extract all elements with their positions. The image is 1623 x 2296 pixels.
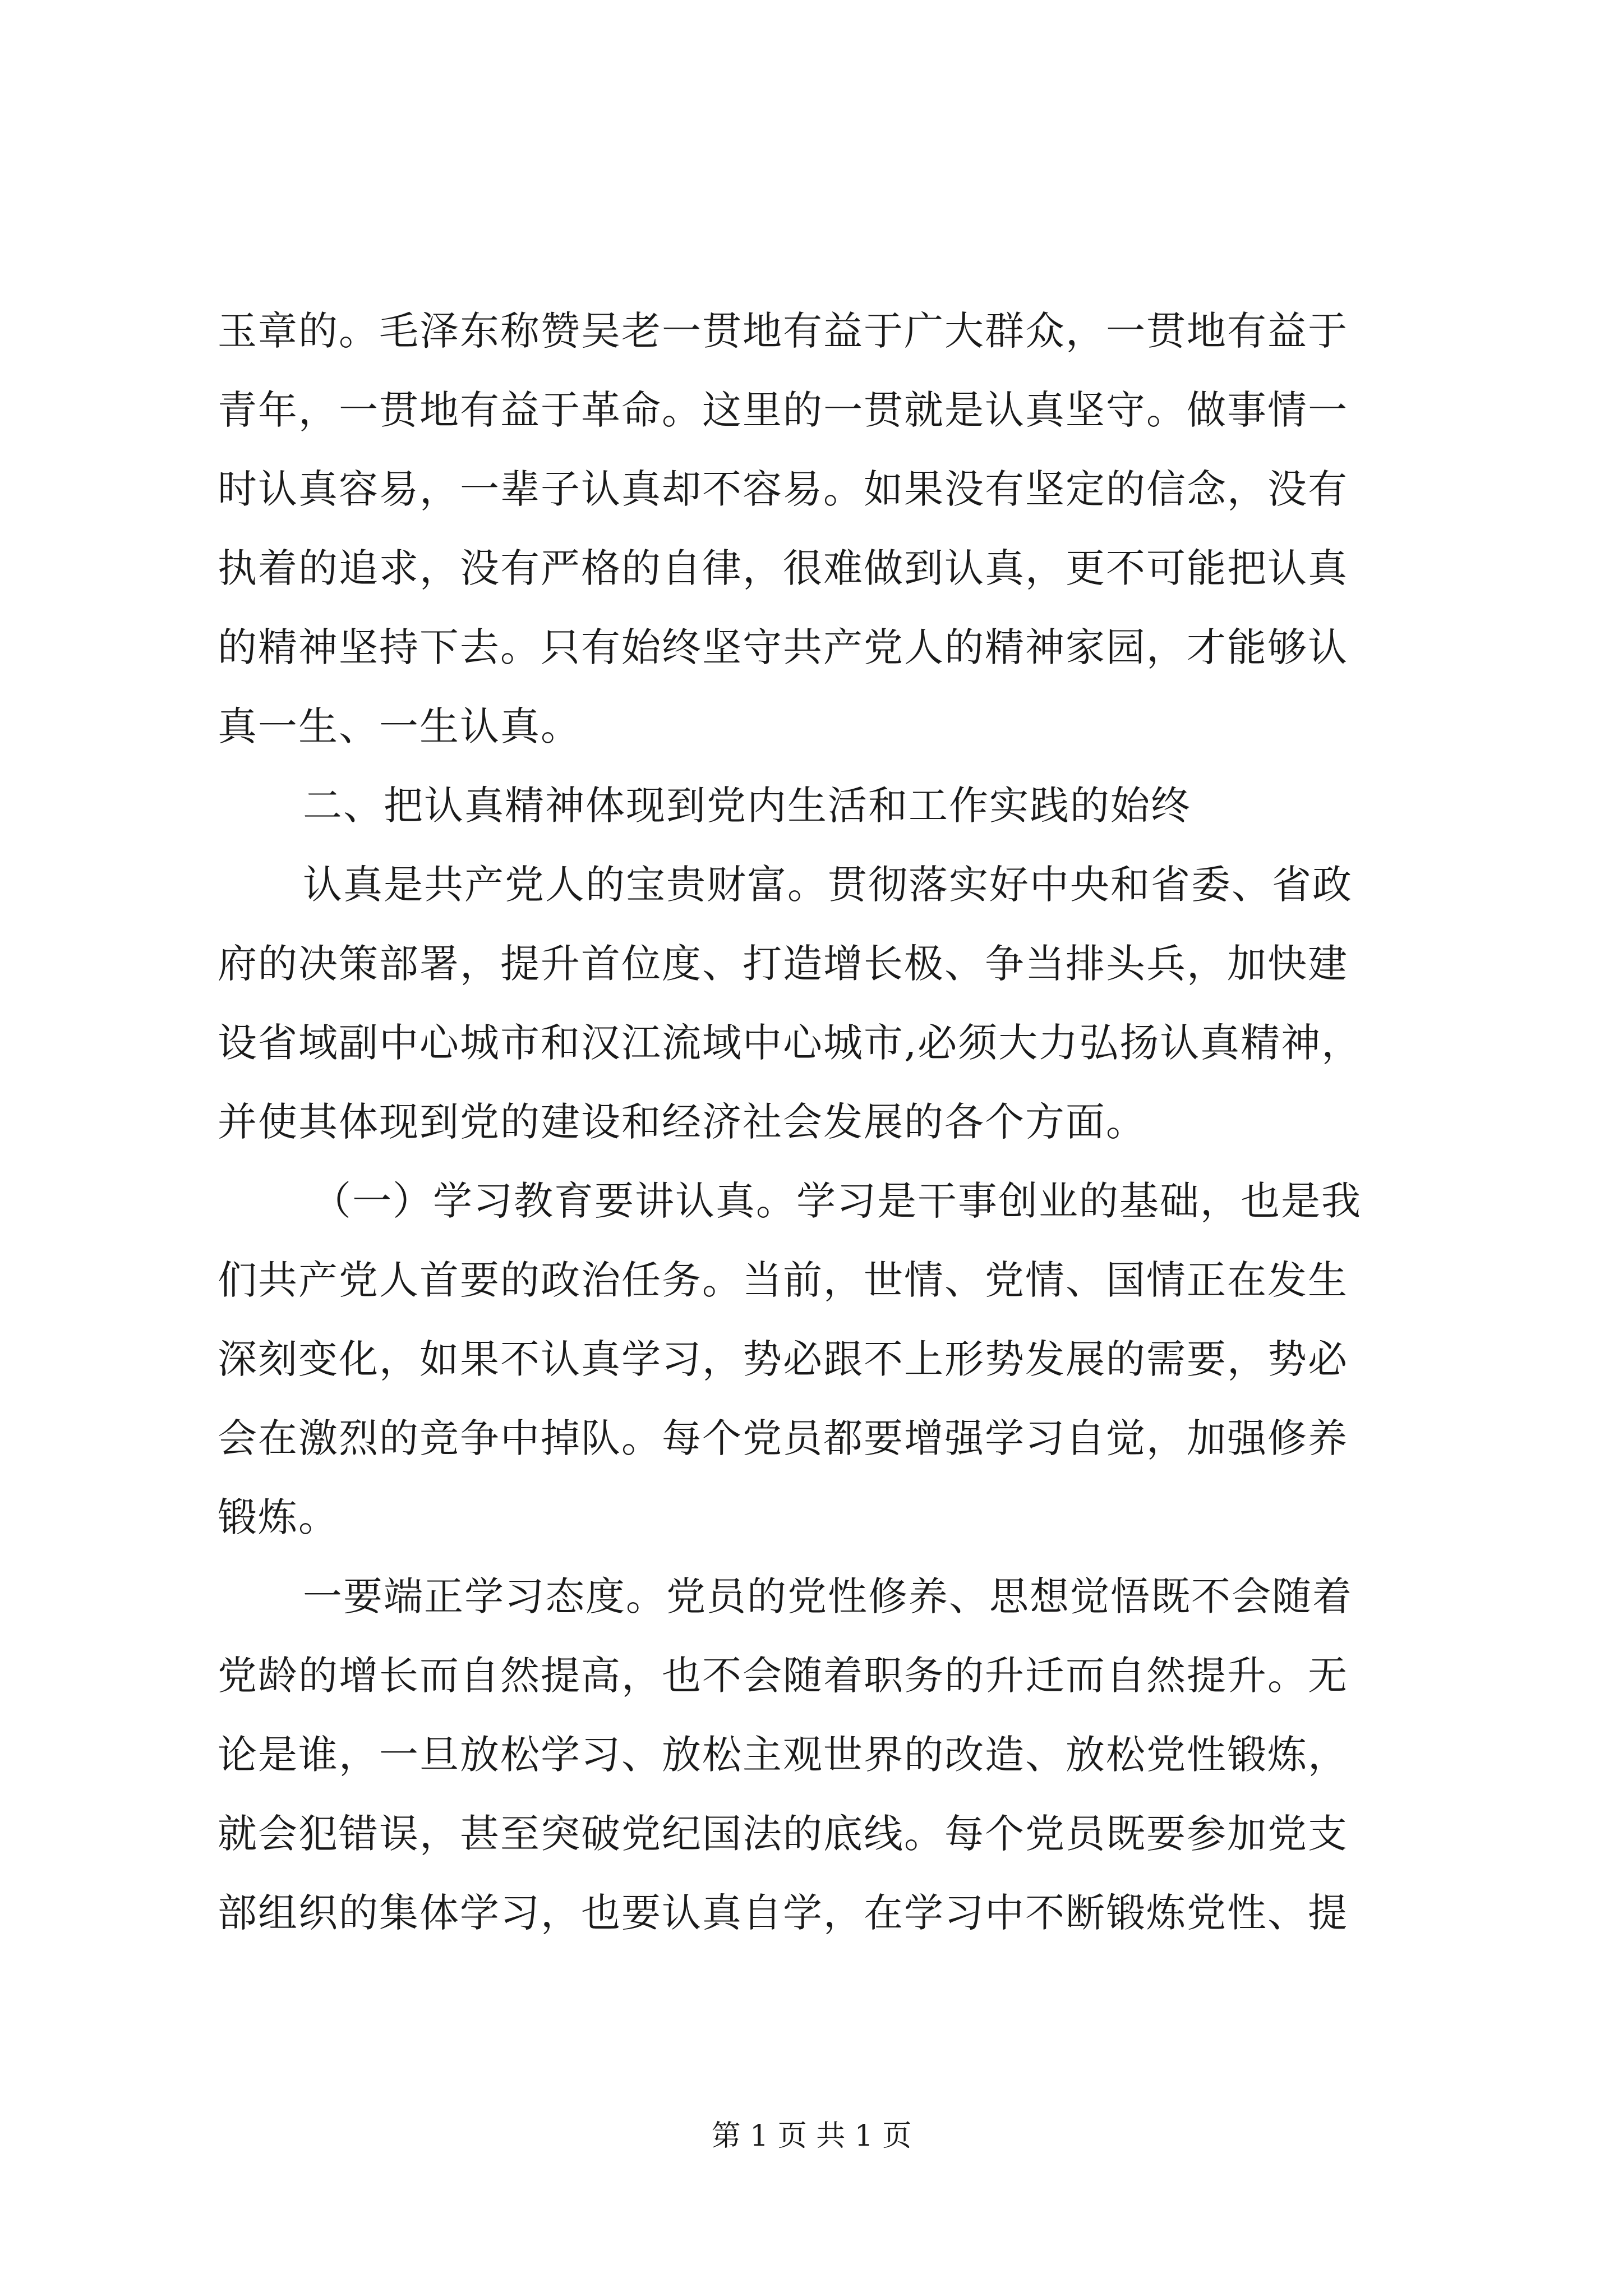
text-line: 并使其体现到党的建设和经济社会发展的各个方面。 [218, 1099, 1146, 1145]
text-line: 真一生、一生认真。 [218, 703, 581, 749]
page-footer: 第 1 页 共 1 页 [711, 2119, 912, 2153]
text-line: 设省域副中心城市和汉江流域中心城市,必须大力弘扬认真精神， [218, 1020, 1362, 1066]
text-line: 们共产党人首要的政治任务。当前，世情、党情、国情正在发生 [218, 1257, 1348, 1303]
text-line: 二、把认真精神体现到党内生活和工作实践的始终 [303, 783, 1191, 829]
text-line: 认真是共产党人的宝贵财富。贯彻落实好中央和省委、省政 [303, 862, 1353, 908]
text-line: 执着的追求，没有严格的自律，很难做到认真，更不可能把认真 [218, 545, 1348, 591]
text-line: 锻炼。 [218, 1494, 339, 1540]
text-line: 府的决策部署，提升首位度、打造增长极、争当排头兵，加快建 [218, 941, 1348, 987]
text-line: 会在激烈的竞争中掉队。每个党员都要增强学习自觉，加强修养 [218, 1415, 1348, 1461]
text-line: 党龄的增长而自然提高，也不会随着职务的升迁而自然提升。无 [218, 1653, 1348, 1699]
text-line: 的精神坚持下去。只有始终坚守共产党人的精神家园，才能够认 [218, 624, 1348, 670]
text-line: （一）学习教育要讲认真。学习是干事创业的基础，也是我 [312, 1178, 1362, 1224]
text-line: 玉章的。毛泽东称赞吴老一贯地有益于广大群众，一贯地有益于 [218, 308, 1348, 354]
text-line: 一要端正学习态度。党员的党性修养、思想觉悟既不会随着 [303, 1573, 1353, 1619]
text-line: 深刻变化，如果不认真学习，势必跟不上形势发展的需要，势必 [218, 1336, 1348, 1382]
text-line: 论是谁，一旦放松学习、放松主观世界的改造、放松党性锻炼， [218, 1732, 1348, 1778]
text-line: 部组织的集体学习，也要认真自学，在学习中不断锻炼党性、提 [218, 1890, 1348, 1936]
text-line: 时认真容易，一辈子认真却不容易。如果没有坚定的信念，没有 [218, 466, 1348, 512]
text-line: 就会犯错误，甚至突破党纪国法的底线。每个党员既要参加党支 [218, 1811, 1348, 1857]
text-line: 青年，一贯地有益于革命。这里的一贯就是认真坚守。做事情一 [218, 387, 1348, 433]
document-body [218, 292, 1423, 1953]
